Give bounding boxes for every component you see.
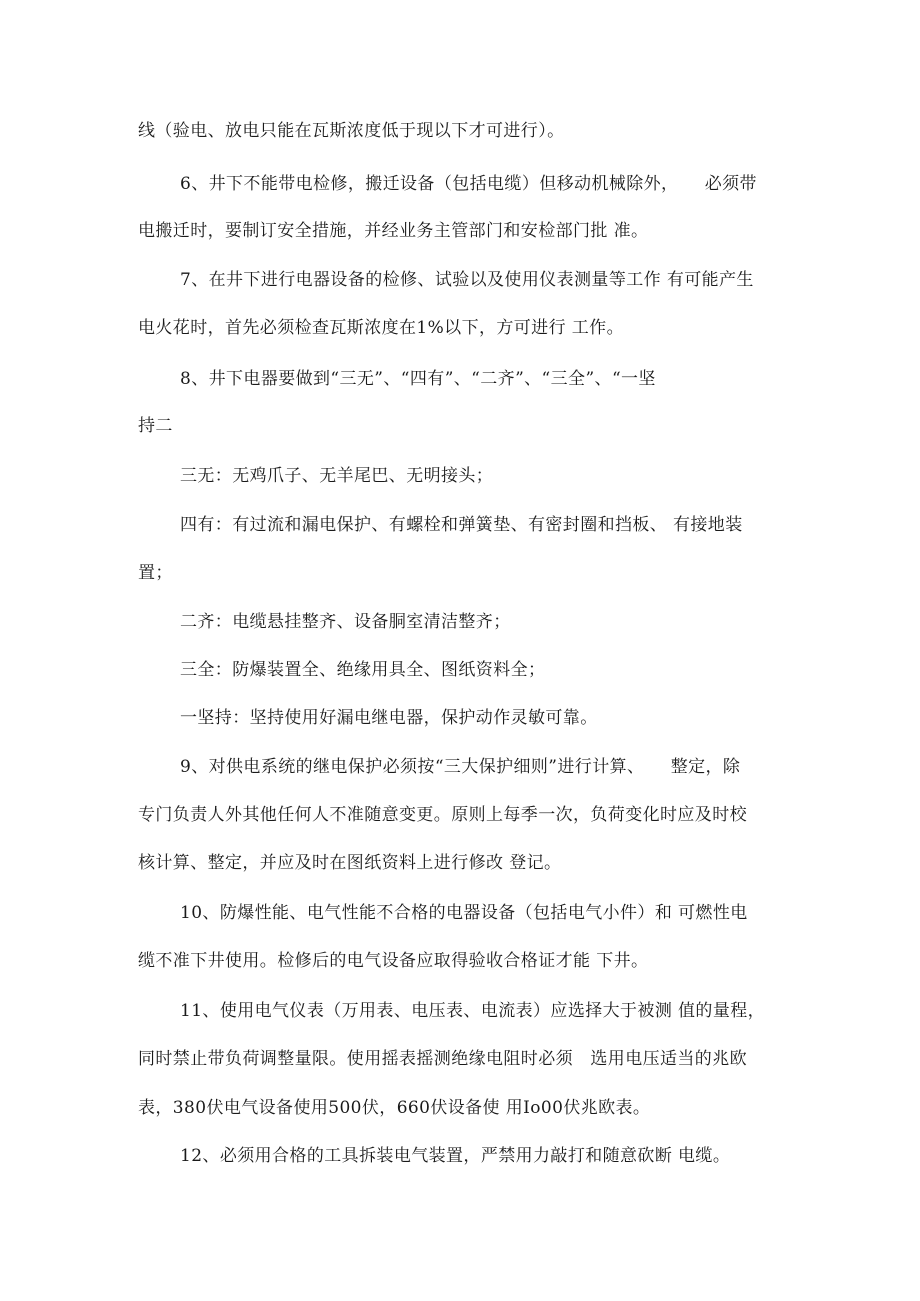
paragraph-9-line-1: 9、对供电系统的继电保护必须按“三大保护细则”进行计算、 整定，除 xyxy=(180,757,741,777)
paragraph-6-line-1: 6、井下不能带电检修，搬迁设备（包括电缆）但移动机械除外， 必须带 xyxy=(180,174,757,194)
paragraph-12: 12、必须用合格的工具拆装电气装置，严禁用力敲打和随意砍断 电缆。 xyxy=(180,1146,731,1166)
paragraph-11-line-3: 表，380伏电气设备使用500伏，660伏设备使 用Io00伏兆欧表。 xyxy=(138,1098,651,1118)
item-yijianchi: 一坚持：坚持使用好漏电继电器，保护动作灵敏可靠。 xyxy=(180,708,598,728)
paragraph-11-line-2: 同时禁止带负荷调整量限。使用摇表摇测绝缘电阻时必须 选用电压适当的兆欧 xyxy=(138,1049,747,1069)
paragraph-10-line-2: 缆不准下井使用。检修后的电气设备应取得验收合格证才能 下井。 xyxy=(138,951,649,971)
paragraph-9-line-2: 专门负责人外其他任何人不准随意变更。原则上每季一次，负荷变化时应及时校 xyxy=(138,805,747,825)
item-sanwu: 三无：无鸡爪子、无羊尾巴、无明接头； xyxy=(180,466,494,486)
paragraph-7-line-2: 电火花时，首先必须检查瓦斯浓度在1%以下，方可进行 工作。 xyxy=(138,318,624,338)
paragraph-8-line-2: 持二 xyxy=(138,416,173,436)
item-siyou-line-2: 置； xyxy=(138,563,173,583)
item-sanquan: 三全：防爆装置全、绝缘用具全、图纸资料全； xyxy=(180,660,546,680)
paragraph-7-line-1: 7、在井下进行电器设备的检修、试验以及使用仪表测量等工作 有可能产生 xyxy=(180,270,754,290)
paragraph-8-line-1: 8、井下电器要做到“三无”、“四有”、“二齐”、“三全”、“一坚 xyxy=(180,369,656,389)
item-erqi: 二齐：电缆悬挂整齐、设备胴室清洁整齐； xyxy=(180,612,511,632)
paragraph-9-line-3: 核计算、整定，并应及时在图纸资料上进行修改 登记。 xyxy=(138,853,562,873)
paragraph-6-line-2: 电搬迁时，要制订安全措施，并经业务主管部门和安检部门批 准。 xyxy=(138,221,649,241)
paragraph-10-line-1: 10、防爆性能、电气性能不合格的电器设备（包括电气小件）和 可燃性电 xyxy=(180,903,748,923)
item-siyou-line-1: 四有：有过流和漏电保护、有螺栓和弹簧垫、有密封圈和挡板、 有接地装 xyxy=(180,515,743,535)
paragraph-5-tail: 线（验电、放电只能在瓦斯浓度低于现以下才可进行）。 xyxy=(138,121,565,141)
paragraph-11-line-1: 11、使用电气仪表（万用表、电压表、电流表）应选择大于被测 值的量程， xyxy=(180,1001,766,1021)
